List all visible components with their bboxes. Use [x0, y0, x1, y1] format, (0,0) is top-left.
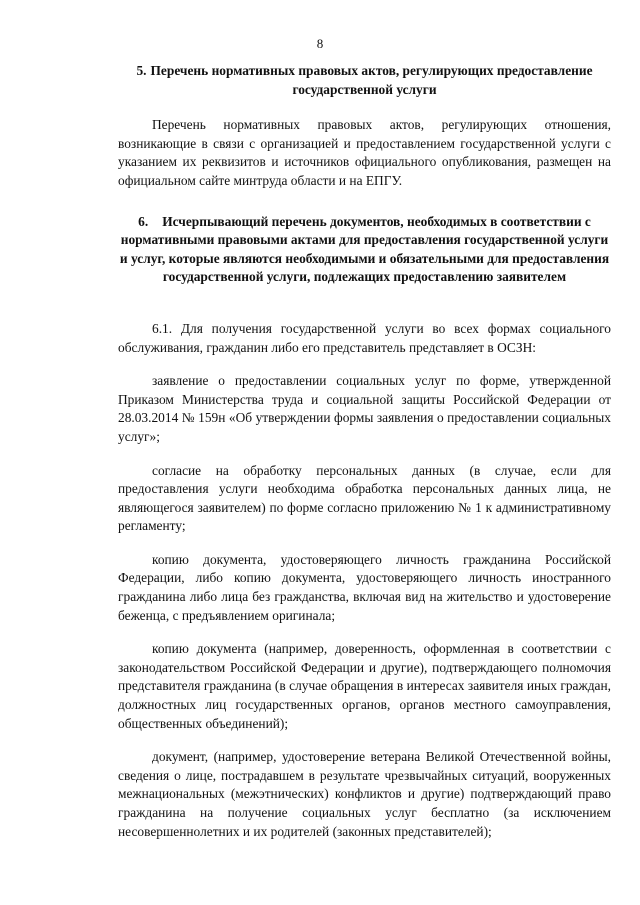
section-5-title: Перечень нормативных правовых актов, регулирующих предоставление государственной услуги: [150, 63, 593, 97]
page-content: [118, 60, 611, 841]
section-6-title: Исчерпывающий перечень документов, необходимых в соответствии с нормативными правовыми актами для предоставления государственной услуги и услуг, которые являются необходимыми и обязательными для предоставления государственной услуги, подлежащих предоставлению заявителем: [119, 213, 610, 285]
document-list-item: согласие на обработку персональных данных (в случае, если для предоставления услуги необходима обработка персональных данных лица, не являющегося заявителем) по форме согласно приложению № 1 к административному регламенту;: [118, 462, 611, 534]
document-list-item: заявление о предоставлении социальных услуг по форме, утвержденной Приказом Министерства труда и социальной защиты Российской Федерации от 28.03.2014 № 159н «Об утверждении формы заявления о предоставлении социальных услуг»;: [118, 373, 611, 444]
section-5-number: 5.: [136, 63, 147, 78]
document-list-item: копию документа, удостоверяющего личность гражданина Российской Федерации, либо копию документа, удостоверяющего личность иностранного гражданина либо лица без гражданства, включая вид на жительство и удостоверение беженца, с предъявлением оригинала;: [118, 551, 611, 623]
section-5-heading: [118, 62, 611, 99]
section-6-heading: [118, 213, 611, 287]
page-number: 8: [316, 36, 324, 51]
paragraph-6-1: 6.1. Для получения государственной услуги во всех формах социального обслуживания, гражданин либо его представитель представляет в ОСЗН:: [118, 320, 611, 355]
section-5-paragraph: Перечень нормативных правовых актов, регулирующих отношения, возникающие в связи с организацией и предоставлением государственной услуги с указанием их реквизитов и источников официального опубликования, размещен на официальном сайте минтруда области и на ЕПГУ.: [118, 117, 611, 188]
document-list-item: копию документа (например, доверенность, оформленная в соответствии с законодательством Российской Федерации и другие), подтверждающего полномочия представителя гражданина (в случае обращения в интересах заявителя иных граждан, должностных лиц государственных органов, органов местного самоуправления, общественных объединений);: [118, 641, 611, 731]
section-6-number: 6.: [138, 213, 149, 229]
document-list-item: документ, (например, удостоверение ветерана Великой Отечественной войны, сведения о лице, пострадавшем в результате чрезвычайных ситуаций, вооруженных межнациональных (межэтнических) конфликтов и другие) подтверждающий право гражданина на получение социальных услуг бесплатно (за исключением несовершеннолетних и их родителей (законных представителей);: [118, 749, 611, 839]
